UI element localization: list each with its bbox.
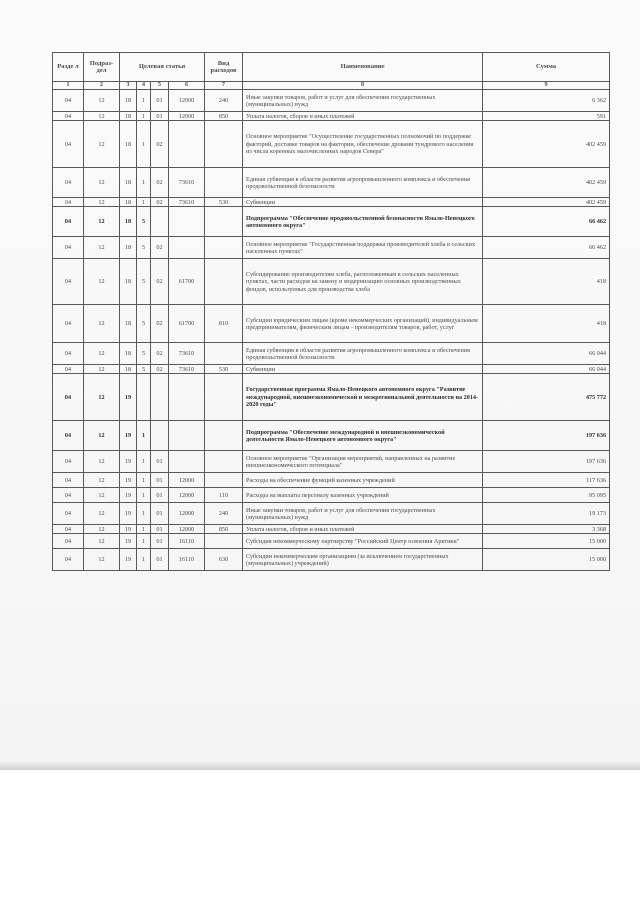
sum-cell: 15 000 <box>483 534 610 549</box>
name-cell: Субсидии некоммерческим организациям (за исключением государственных (муниципальных) учреждений) <box>243 549 483 571</box>
activity-code-cell: 01 <box>151 488 169 503</box>
direction-code-cell: 61700 <box>169 305 205 343</box>
direction-code-cell: 16110 <box>169 534 205 549</box>
activity-code-cell: 02 <box>151 198 169 207</box>
activity-code-cell: 02 <box>151 305 169 343</box>
subsection-cell: 12 <box>84 451 120 473</box>
subprogram-code-cell: 5 <box>137 259 151 305</box>
subsection-cell: 12 <box>84 534 120 549</box>
subprogram-code-cell: 5 <box>137 207 151 237</box>
program-code-cell: 18 <box>120 207 137 237</box>
program-code-cell: 19 <box>120 525 137 534</box>
section-cell: 04 <box>53 534 84 549</box>
program-code-cell: 18 <box>120 112 137 121</box>
expense-type-cell <box>205 343 243 365</box>
direction-code-cell: 73610 <box>169 365 205 374</box>
direction-code-cell: 61700 <box>169 259 205 305</box>
direction-code-cell: 73610 <box>169 168 205 198</box>
expense-type-cell: 240 <box>205 503 243 525</box>
name-cell: Расходы на выплаты персоналу казенных учреждений <box>243 488 483 503</box>
subsection-cell: 12 <box>84 549 120 571</box>
section-cell: 04 <box>53 198 84 207</box>
program-code-cell: 18 <box>120 198 137 207</box>
subsection-cell: 12 <box>84 488 120 503</box>
sum-cell: 402 459 <box>483 168 610 198</box>
name-cell: Иные закупки товаров, работ и услуг для обеспечения государственных (муниципальных) нужд <box>243 90 483 112</box>
section-cell: 04 <box>53 90 84 112</box>
subprogram-code-cell: 5 <box>137 305 151 343</box>
sum-cell: 6 362 <box>483 90 610 112</box>
subsection-cell: 12 <box>84 168 120 198</box>
header-section: Разде л <box>53 53 84 82</box>
budget-table <box>52 52 610 571</box>
section-cell: 04 <box>53 549 84 571</box>
direction-code-cell <box>169 374 205 421</box>
subsection-cell: 12 <box>84 121 120 168</box>
section-cell: 04 <box>53 112 84 121</box>
name-cell: Субсидии юридическим лицам (кроме некоммерческих организаций), индивидуальным предпринимателям, физическим лицам - производителям товаров, работ, услуг <box>243 305 483 343</box>
expense-type-cell: 630 <box>205 549 243 571</box>
section-cell: 04 <box>53 121 84 168</box>
subprogram-code-cell: 1 <box>137 121 151 168</box>
direction-code-cell: 12000 <box>169 90 205 112</box>
subsection-cell: 12 <box>84 421 120 451</box>
expense-type-cell: 850 <box>205 525 243 534</box>
section-cell: 04 <box>53 488 84 503</box>
section-cell: 04 <box>53 168 84 198</box>
program-code-cell: 19 <box>120 534 137 549</box>
direction-code-cell <box>169 451 205 473</box>
table-row <box>53 259 610 305</box>
direction-code-cell: 12000 <box>169 112 205 121</box>
table-row <box>53 90 610 112</box>
subprogram-code-cell: 1 <box>137 503 151 525</box>
column-number: 8 <box>243 82 483 90</box>
activity-code-cell <box>151 421 169 451</box>
direction-code-cell: 12000 <box>169 488 205 503</box>
name-cell: Основное мероприятие "Государственная поддержка производителей хлеба в сельских населенных пунктах" <box>243 237 483 259</box>
table-row <box>53 374 610 421</box>
sum-cell: 3 368 <box>483 525 610 534</box>
subprogram-code-cell: 1 <box>137 534 151 549</box>
direction-code-cell <box>169 421 205 451</box>
table-row <box>53 488 610 503</box>
expense-type-cell: 850 <box>205 112 243 121</box>
subsection-cell: 12 <box>84 237 120 259</box>
subprogram-code-cell: 1 <box>137 473 151 488</box>
column-number: 1 <box>53 82 84 90</box>
header-name: Наименование <box>243 53 483 82</box>
direction-code-cell <box>169 237 205 259</box>
name-cell: Подпрограмма "Обеспечение продовольственной безопасности Ямало-Ненецкого автономного округа" <box>243 207 483 237</box>
activity-code-cell <box>151 374 169 421</box>
table-row <box>53 343 610 365</box>
subprogram-code-cell: 1 <box>137 451 151 473</box>
section-cell: 04 <box>53 207 84 237</box>
column-number: 5 <box>151 82 169 90</box>
activity-code-cell <box>151 207 169 237</box>
direction-code-cell: 73610 <box>169 198 205 207</box>
table-row <box>53 534 610 549</box>
sum-cell: 66 044 <box>483 343 610 365</box>
subprogram-code-cell: 1 <box>137 112 151 121</box>
name-cell: Единая субвенция в области развития агропромышленного комплекса и обеспечения продовольственной безопасности <box>243 168 483 198</box>
expense-type-cell <box>205 121 243 168</box>
program-code-cell: 19 <box>120 503 137 525</box>
activity-code-cell: 01 <box>151 549 169 571</box>
subsection-cell: 12 <box>84 90 120 112</box>
activity-code-cell: 02 <box>151 168 169 198</box>
header-sum: Сумма <box>483 53 610 82</box>
table-row <box>53 421 610 451</box>
name-cell: Расходы на обеспечение функций казенных учреждений <box>243 473 483 488</box>
name-cell: Субвенции <box>243 198 483 207</box>
header-target: Целевая статья <box>120 53 205 82</box>
program-code-cell: 18 <box>120 305 137 343</box>
program-code-cell: 19 <box>120 549 137 571</box>
sum-cell: 418 <box>483 259 610 305</box>
table-row <box>53 365 610 374</box>
program-code-cell: 18 <box>120 365 137 374</box>
expense-type-cell: 530 <box>205 198 243 207</box>
direction-code-cell: 12000 <box>169 525 205 534</box>
subsection-cell: 12 <box>84 343 120 365</box>
name-cell: Основное мероприятие "Организация мероприятий, направленных на развитие внешнеэкономического потенциала" <box>243 451 483 473</box>
table-row <box>53 168 610 198</box>
subsection-cell: 12 <box>84 198 120 207</box>
expense-type-cell <box>205 259 243 305</box>
direction-code-cell <box>169 121 205 168</box>
expense-type-cell <box>205 207 243 237</box>
activity-code-cell: 01 <box>151 112 169 121</box>
sum-cell: 95 095 <box>483 488 610 503</box>
sum-cell: 402 459 <box>483 198 610 207</box>
activity-code-cell: 02 <box>151 237 169 259</box>
expense-type-cell <box>205 374 243 421</box>
program-code-cell: 19 <box>120 451 137 473</box>
header-row <box>53 53 610 82</box>
column-number-row <box>53 82 610 90</box>
program-code-cell: 18 <box>120 121 137 168</box>
section-cell: 04 <box>53 525 84 534</box>
program-code-cell: 18 <box>120 343 137 365</box>
subprogram-code-cell: 1 <box>137 198 151 207</box>
expense-type-cell <box>205 168 243 198</box>
sum-cell: 197 636 <box>483 451 610 473</box>
program-code-cell: 19 <box>120 421 137 451</box>
column-number: 2 <box>84 82 120 90</box>
subprogram-code-cell: 5 <box>137 365 151 374</box>
expense-type-cell: 240 <box>205 90 243 112</box>
expense-type-cell <box>205 237 243 259</box>
table-row <box>53 549 610 571</box>
subsection-cell: 12 <box>84 259 120 305</box>
name-cell: Уплата налогов, сборов и иных платежей <box>243 525 483 534</box>
section-cell: 04 <box>53 473 84 488</box>
sum-cell: 117 636 <box>483 473 610 488</box>
activity-code-cell: 01 <box>151 451 169 473</box>
activity-code-cell: 01 <box>151 534 169 549</box>
expense-type-cell: 110 <box>205 488 243 503</box>
subsection-cell: 12 <box>84 112 120 121</box>
section-cell: 04 <box>53 259 84 305</box>
activity-code-cell: 01 <box>151 90 169 112</box>
subprogram-code-cell: 5 <box>137 237 151 259</box>
sum-cell: 19 173 <box>483 503 610 525</box>
expense-type-cell <box>205 534 243 549</box>
activity-code-cell: 01 <box>151 525 169 534</box>
activity-code-cell: 02 <box>151 343 169 365</box>
subprogram-code-cell: 5 <box>137 343 151 365</box>
program-code-cell: 19 <box>120 473 137 488</box>
direction-code-cell: 12000 <box>169 473 205 488</box>
activity-code-cell: 02 <box>151 365 169 374</box>
name-cell: Субсидия некоммерческому партнерству "Российский Центр освоения Арктики" <box>243 534 483 549</box>
program-code-cell: 18 <box>120 259 137 305</box>
sum-cell: 66 462 <box>483 237 610 259</box>
name-cell: Государственная программа Ямало-Ненецкого автономного округа "Развитие международной, внешнеэкономической и межрегиональной деятельности на 2014-2020 годы" <box>243 374 483 421</box>
column-number: 3 <box>120 82 137 90</box>
subsection-cell: 12 <box>84 473 120 488</box>
section-cell: 04 <box>53 365 84 374</box>
subprogram-code-cell <box>137 374 151 421</box>
activity-code-cell: 02 <box>151 259 169 305</box>
expense-type-cell <box>205 473 243 488</box>
name-cell: Иные закупки товаров, работ и услуг для обеспечения государственных (муниципальных) нужд <box>243 503 483 525</box>
section-cell: 04 <box>53 451 84 473</box>
expense-type-cell <box>205 451 243 473</box>
expense-type-cell: 530 <box>205 365 243 374</box>
subprogram-code-cell: 1 <box>137 525 151 534</box>
name-cell: Подпрограмма "Обеспечение международной и внешнеэкономической деятельности Ямало-Ненецкого автономного округа" <box>243 421 483 451</box>
subprogram-code-cell: 1 <box>137 168 151 198</box>
activity-code-cell: 01 <box>151 473 169 488</box>
subprogram-code-cell: 1 <box>137 488 151 503</box>
program-code-cell: 19 <box>120 488 137 503</box>
sum-cell: 475 772 <box>483 374 610 421</box>
program-code-cell: 18 <box>120 168 137 198</box>
table-row <box>53 198 610 207</box>
direction-code-cell: 73610 <box>169 343 205 365</box>
sum-cell: 66 044 <box>483 365 610 374</box>
sum-cell: 402 459 <box>483 121 610 168</box>
table-row <box>53 525 610 534</box>
section-cell: 04 <box>53 503 84 525</box>
section-cell: 04 <box>53 343 84 365</box>
table-row <box>53 473 610 488</box>
column-number: 4 <box>137 82 151 90</box>
header-expense-type: Вид расходов <box>205 53 243 82</box>
section-cell: 04 <box>53 305 84 343</box>
program-code-cell: 18 <box>120 237 137 259</box>
subsection-cell: 12 <box>84 374 120 421</box>
name-cell: Субвенции <box>243 365 483 374</box>
table-row <box>53 121 610 168</box>
table-row <box>53 305 610 343</box>
table-body <box>53 90 610 571</box>
activity-code-cell: 01 <box>151 503 169 525</box>
expense-type-cell: 810 <box>205 305 243 343</box>
direction-code-cell: 16110 <box>169 549 205 571</box>
name-cell: Единая субвенция в области развития агропромышленного комплекса и обеспечения продовольственной безопасности <box>243 343 483 365</box>
table-row <box>53 237 610 259</box>
table-row <box>53 112 610 121</box>
name-cell: Субсидирование производителям хлеба, расположенным в сельских населенных пунктах, части расходов на замену и модернизацию основных производственных фондов, используемых для производства хлеба <box>243 259 483 305</box>
sum-cell: 15 000 <box>483 549 610 571</box>
section-cell: 04 <box>53 237 84 259</box>
subsection-cell: 12 <box>84 305 120 343</box>
activity-code-cell: 02 <box>151 121 169 168</box>
sum-cell: 418 <box>483 305 610 343</box>
subprogram-code-cell: 1 <box>137 549 151 571</box>
table-row <box>53 503 610 525</box>
subprogram-code-cell: 1 <box>137 90 151 112</box>
program-code-cell: 19 <box>120 374 137 421</box>
program-code-cell: 18 <box>120 90 137 112</box>
table-row <box>53 451 610 473</box>
subsection-cell: 12 <box>84 525 120 534</box>
sum-cell: 591 <box>483 112 610 121</box>
subprogram-code-cell: 1 <box>137 421 151 451</box>
direction-code-cell: 12000 <box>169 503 205 525</box>
subsection-cell: 12 <box>84 503 120 525</box>
expense-type-cell <box>205 421 243 451</box>
direction-code-cell <box>169 207 205 237</box>
name-cell: Уплата налогов, сборов и иных платежей <box>243 112 483 121</box>
sum-cell: 197 636 <box>483 421 610 451</box>
section-cell: 04 <box>53 374 84 421</box>
table-row <box>53 207 610 237</box>
subsection-cell: 12 <box>84 365 120 374</box>
header-subsection: Подраз- дел <box>84 53 120 82</box>
subsection-cell: 12 <box>84 207 120 237</box>
name-cell: Основное мероприятие "Осуществление государственных полномочий по поддержке факторий, доставке товаров на фактории, обеспечение дровами тундрового населения из числа коренных малочисленных народов Севера" <box>243 121 483 168</box>
column-number: 9 <box>483 82 610 90</box>
column-number: 6 <box>169 82 205 90</box>
sum-cell: 66 462 <box>483 207 610 237</box>
section-cell: 04 <box>53 421 84 451</box>
column-number: 7 <box>205 82 243 90</box>
